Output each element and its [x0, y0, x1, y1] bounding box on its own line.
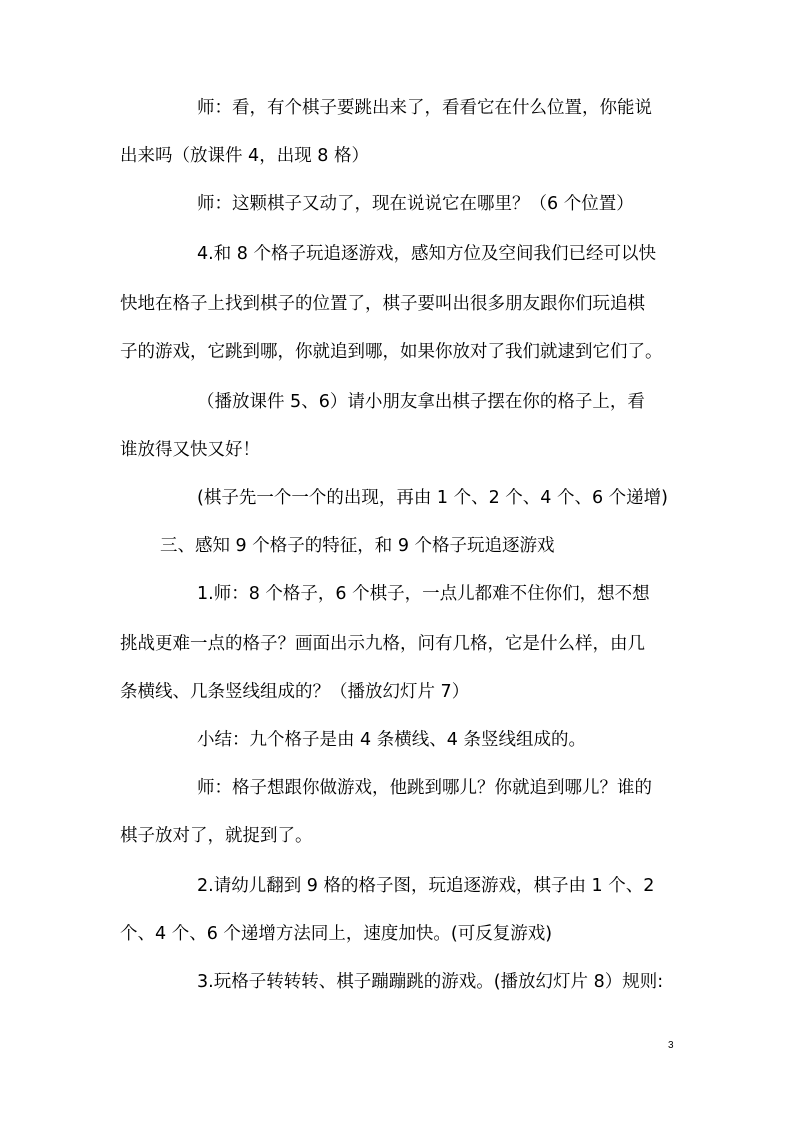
paragraph-line: 子的游戏，它跳到哪，你就追到哪，如果你放对了我们就逮到它们了。 [120, 342, 663, 362]
paragraph-line: 师：格子想跟你做游戏，他跳到哪儿？你就追到哪儿？谁的 [197, 778, 652, 798]
paragraph-line: （播放课件 5、6）请小朋友拿出棋子摆在你的格子上，看 [197, 392, 645, 412]
paragraph-line: 1.师：8 个格子，6 个棋子，一点儿都难不住你们，想不想 [197, 584, 650, 604]
paragraph-line: 条横线、几条竖线组成的？（播放幻灯片 7） [120, 682, 470, 702]
paragraph-line: 3.玩格子转转转、棋子蹦蹦跳的游戏。(播放幻灯片 8）规则: [197, 972, 664, 992]
page-number: 3 [668, 1040, 674, 1051]
paragraph-line: 快地在格子上找到棋子的位置了，棋子要叫出很多朋友跟你们玩追棋 [120, 294, 645, 314]
paragraph-line: 师：看，有个棋子要跳出来了，看看它在什么位置，你能说 [197, 98, 652, 118]
paragraph-line: 挑战更难一点的格子？画面出示九格，问有几格，它是什么样，由几 [120, 634, 645, 654]
paragraph-line: 4.和 8 个格子玩追逐游戏，感知方位及空间我们已经可以快 [197, 244, 656, 264]
section-heading: 三、感知 9 个格子的特征，和 9 个格子玩追逐游戏 [160, 536, 555, 556]
paragraph-line: 棋子放对了，就捉到了。 [120, 826, 313, 846]
paragraph-line: 出来吗（放课件 4，出现 8 格） [120, 146, 369, 166]
paragraph-line: 2.请幼儿翻到 9 格的格子图，玩追逐游戏，棋子由 1 个、2 [197, 876, 655, 896]
paragraph-line: 师：这颗棋子又动了，现在说说它在哪里？（6 个位置） [197, 194, 634, 214]
paragraph-line: 个、4 个、6 个递增方法同上，速度加快。(可反复游戏) [120, 924, 553, 944]
paragraph-line: 小结：九个格子是由 4 条横线、4 条竖线组成的。 [197, 730, 586, 750]
paragraph-line: 谁放得又快又好！ [120, 440, 260, 460]
paragraph-line: (棋子先一个一个的出现，再由 1 个、2 个、4 个、6 个递增) [197, 488, 669, 508]
